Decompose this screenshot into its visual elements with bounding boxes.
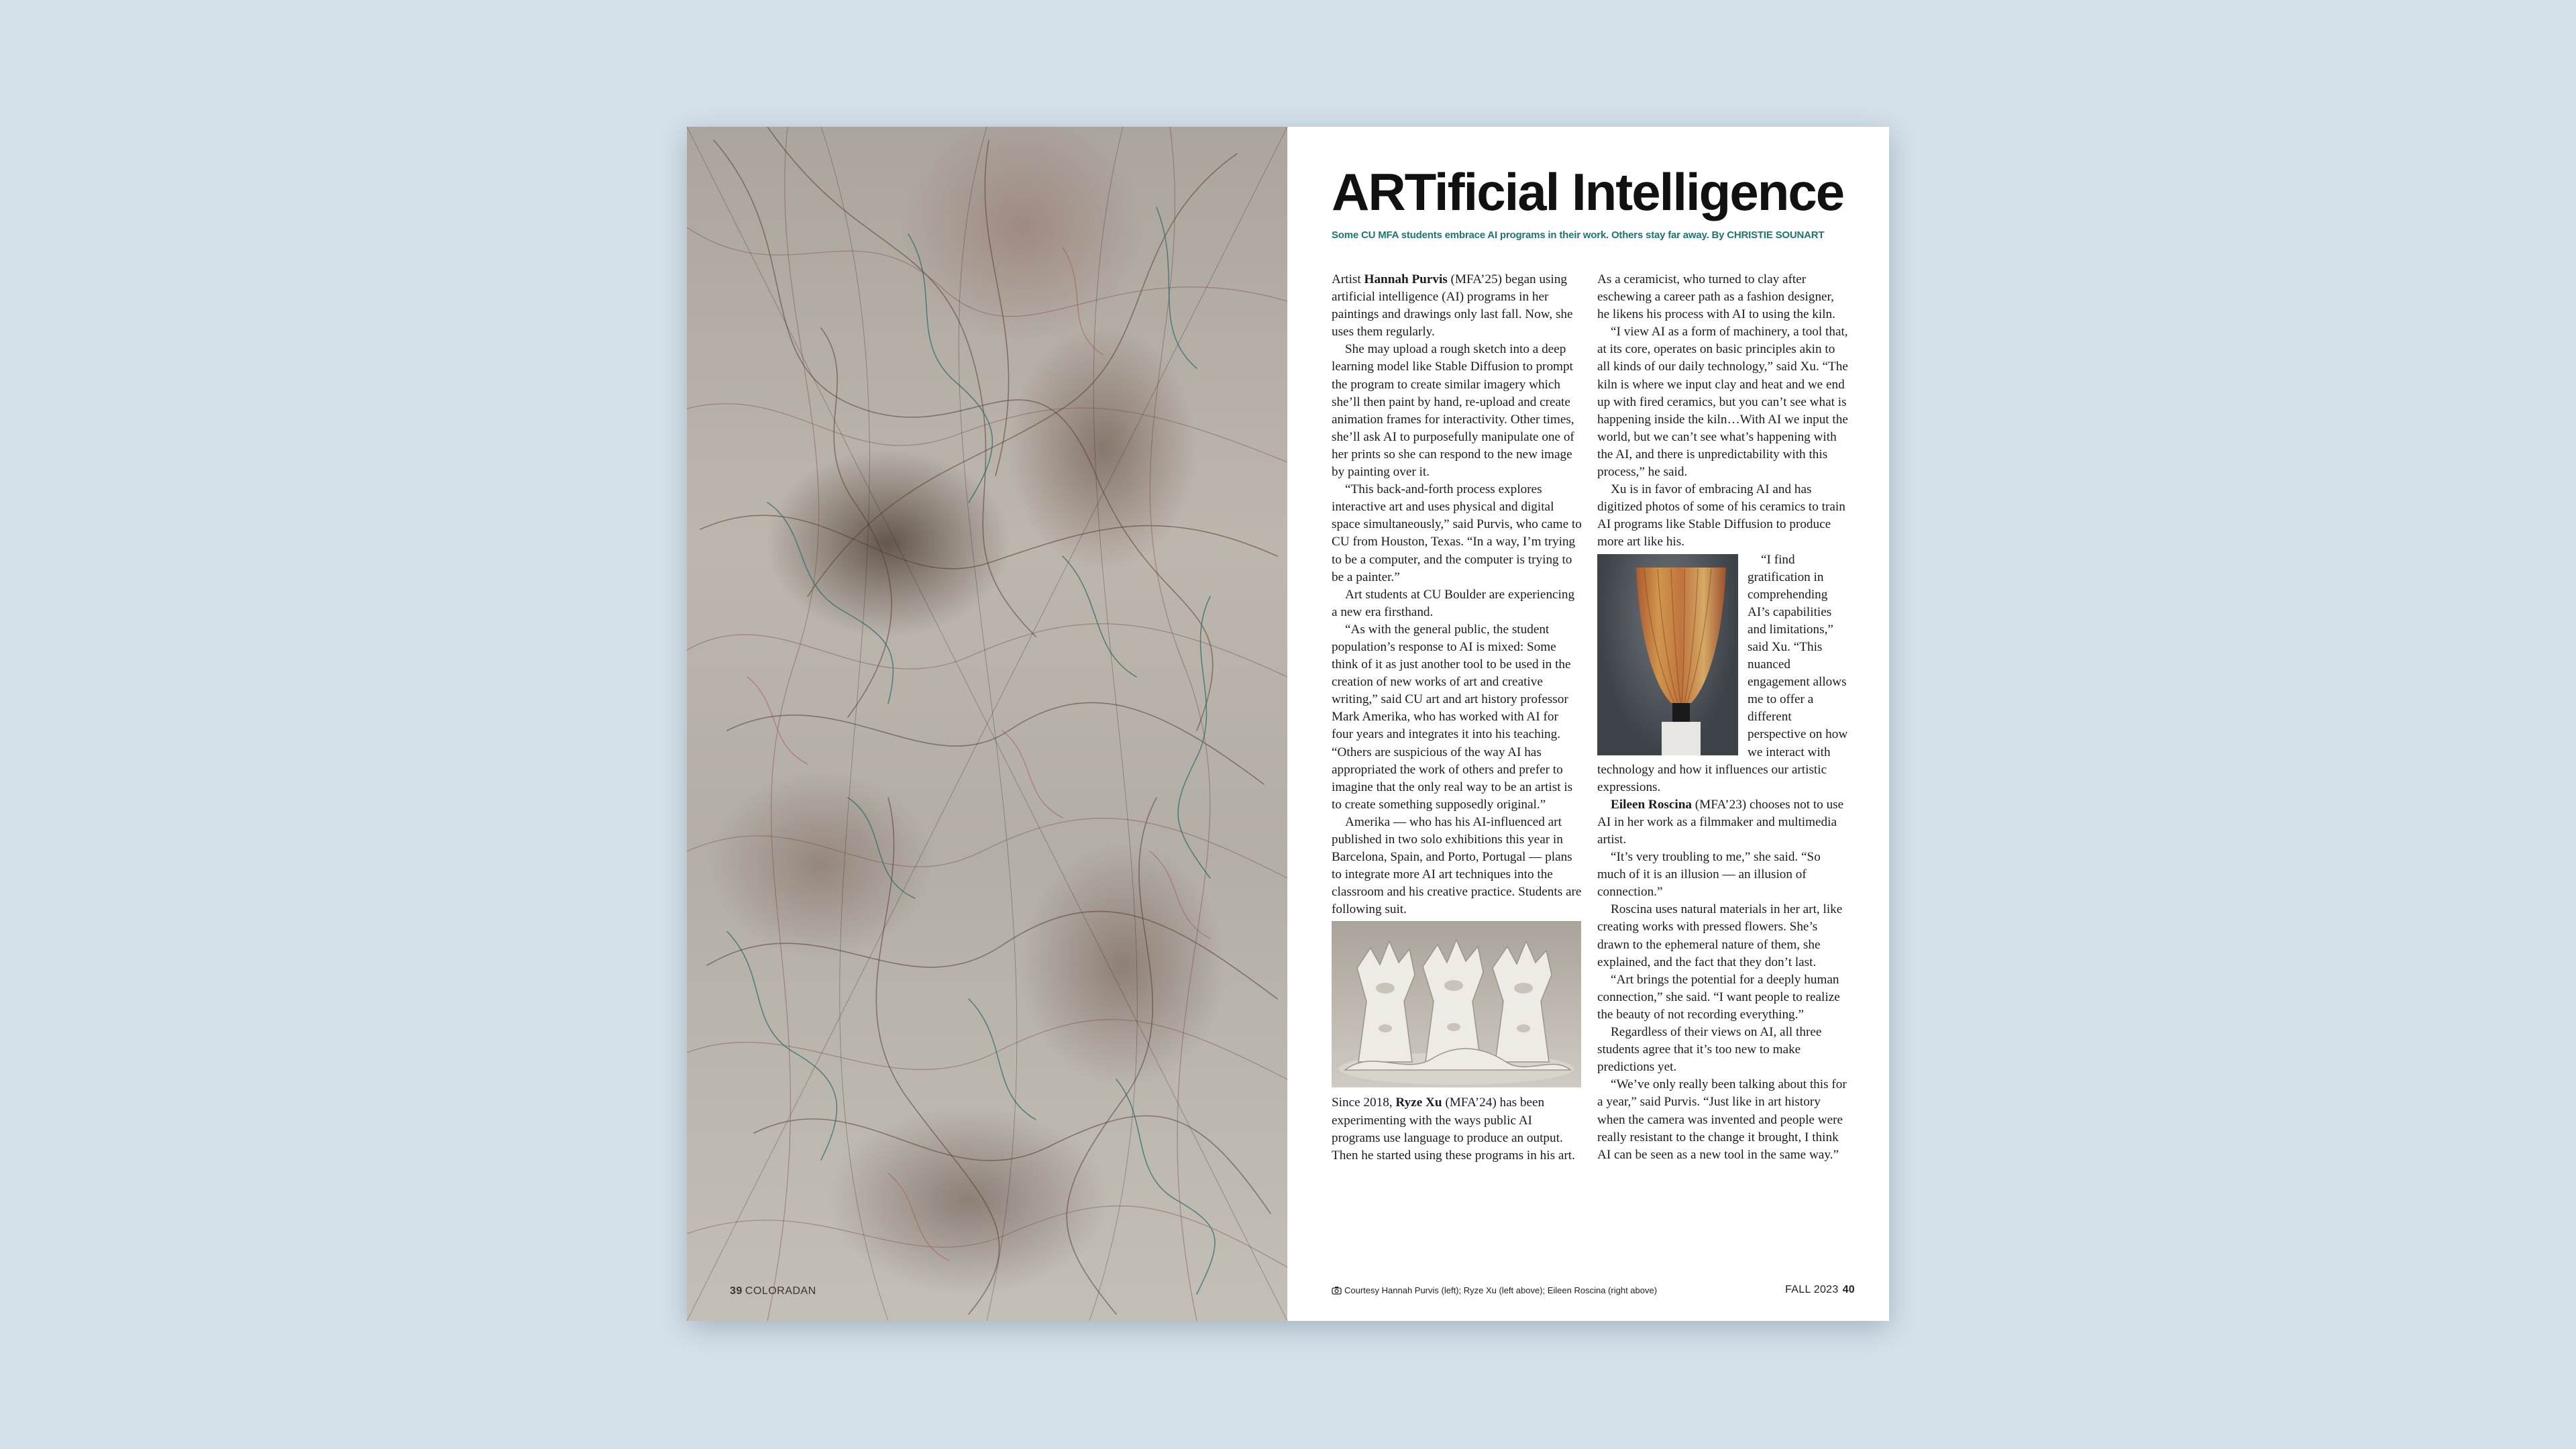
beaded-curtain-image	[1611, 554, 1738, 755]
right-folio	[1785, 1284, 1855, 1296]
paragraph: “It’s very troubling to me,” she said. “So much of it is an illusion — an illusion of connection.”	[1597, 850, 1821, 900]
student-name: Hannah Purvis	[1364, 272, 1448, 286]
text-run: Artist	[1332, 272, 1364, 286]
left-page-artwork	[687, 127, 1287, 1321]
paragraph	[1332, 271, 1582, 341]
paragraph: Art students at CU Boulder are experiencing a new era firsthand.	[1332, 587, 1575, 619]
magazine-spread	[687, 127, 1889, 1321]
paragraph: She may upload a rough sketch into a deep learning model like Stable Diffusion to prompt the program to create similar imagery which she’ll then paint by hand, re-upload and create animation frames for interactivity. Other times, she’ll ask AI to purposefully manipulate one of her prints so she can respond to the new image by painting over it.	[1332, 342, 1574, 480]
student-name: Eileen Roscina	[1611, 797, 1692, 812]
paragraph: Amerika — who has his AI-influenced art published in two solo exhibitions this year in Barcelona, Spain, and Porto, Portugal — plans to integrate more AI art techniques into the classroom and his creative practice. Students are following suit.	[1332, 814, 1582, 917]
left-page-number: 39	[730, 1285, 743, 1297]
article-title: ARTificial Intelligence	[1332, 162, 1844, 221]
left-folio	[730, 1285, 816, 1297]
camera-icon	[1332, 1286, 1342, 1297]
student-name: Ryze Xu	[1395, 1095, 1442, 1110]
paragraph: “This back-and-forth process explores interactive art and uses physical and digital space simultaneously,” said Purvis, who came to CU from Houston, Texas. “In a way, I’m trying to be a computer, and the computer is trying to be a painter.”	[1332, 482, 1582, 584]
paragraph: Xu is in favor of embracing AI and has digitized photos of some of his ceramics to train AI programs like Stable Diffusion to produce more art like his.	[1597, 482, 1845, 549]
text-run: (MFA’23) chooses not to use AI in her work as a filmmaker and multimedia artist.	[1597, 797, 1844, 847]
text-run: (MFA’25) began using artificial intelligence (AI) programs in her paintings and drawings only last fall. Now, she uses them regularly.	[1332, 272, 1573, 339]
paragraph: “We’ve only really been talking about this for a year,” said Purvis. “Just like in art history when the camera was invented and people were really resistant to the change it brought, I think AI can be seen as a new tool in the same way.”	[1597, 1077, 1847, 1162]
paragraph: Regardless of their views on AI, all three students agree that it’s too new to make predictions yet.	[1597, 1025, 1822, 1075]
article-column-1	[1332, 271, 1582, 1165]
paragraph: “Art brings the potential for a deeply human connection,” she said. “I want people to realize the beauty of not recording everything.”	[1597, 972, 1840, 1022]
beaded-curtain-photo	[1597, 554, 1738, 755]
paragraph: Roscina uses natural materials in her art, like creating works with pressed flowers. She’s drawn to the ephemeral nature of them, she explained, and the fact that they don’t last.	[1597, 902, 1843, 969]
article-dek: Some CU MFA students embrace AI programs in their work. Others stay far away. By CHRISTIE SOUNART	[1332, 229, 1825, 241]
ceramic-vessels-photo	[1332, 921, 1581, 1087]
text-run: (MFA’24) has been experimenting with the ways public AI programs use language to produce an output. Then he started using these programs in his art.	[1332, 1095, 1575, 1163]
right-page-article	[1287, 127, 1889, 1321]
abstract-drawing-artwork	[687, 127, 1287, 1321]
ceramic-vessels-image	[1332, 921, 1581, 1087]
article-column-2	[1597, 271, 1848, 1164]
text-run: Since 2018,	[1332, 1095, 1396, 1110]
paragraph: “I view AI as a form of machinery, a tool that, at its core, operates on basic principles akin to all kinds of our daily technology,” said Xu. “The kiln is where we input clay and heat and we end up with fired ceramics, but you can’t see what is happening inside the kiln…With AI we input the world, but we can’t see what’s happening with the AI, and there is unpredictability with this process,” he said.	[1597, 325, 1848, 480]
paragraph	[1597, 551, 1848, 796]
magazine-name: COLORADAN	[745, 1285, 816, 1297]
photo-credit-text: Courtesy Hannah Purvis (left); Ryze Xu (left above); Eileen Roscina (right above)	[1344, 1285, 1658, 1295]
paragraph	[1332, 1094, 1582, 1164]
text-run: “I find gratification in comprehending AI’s capabilities and limitations,” said Xu. “This nuanced engagement allows me to offer a different perspective on how we interact with technology and how it influences our artistic expressions.	[1597, 552, 1848, 794]
paragraph	[1597, 796, 1848, 849]
paragraph: As a ceramicist, who turned to clay after eschewing a career path as a fashion designer, he likens his process with AI to using the kiln.	[1597, 272, 1835, 322]
photo-credit	[1332, 1285, 1657, 1297]
paragraph: “As with the general public, the student population’s response to AI is mixed: Some think of it as just another tool to be used in the creation of new works of art and creative writing,” said CU art and art history professor Mark Amerika, who has worked with AI for four years and integrates it into his teaching. “Others are suspicious of the way AI has appropriated the work of others and prefer to imagine that the only real way to be an artist is to create something supposedly original.”	[1332, 622, 1573, 812]
issue-label: FALL 2023	[1785, 1284, 1839, 1295]
right-page-number: 40	[1842, 1284, 1855, 1295]
